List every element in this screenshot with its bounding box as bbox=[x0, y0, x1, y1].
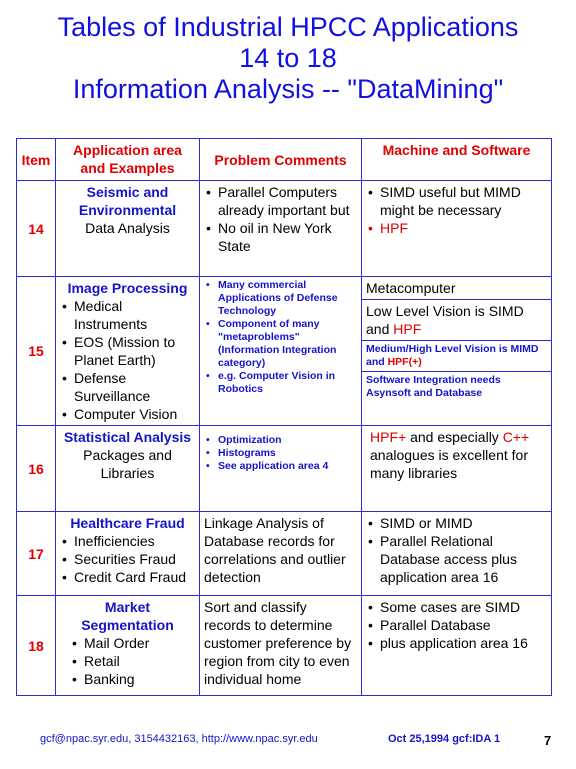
area-title: Seismic and Environmental bbox=[78, 184, 177, 218]
problem-bullet: • Parallel Computers already important but bbox=[204, 183, 357, 219]
header-problem: Problem Comments bbox=[200, 139, 362, 181]
machine-bullet: • Some cases are SIMD bbox=[366, 598, 547, 616]
machine-hpf: HPF bbox=[393, 321, 422, 337]
area-example: • Credit Card Fraud bbox=[60, 568, 195, 586]
row-machine bbox=[362, 596, 552, 696]
area-example: • Mail Order bbox=[70, 634, 195, 652]
area-subtitle: Data Analysis bbox=[85, 220, 170, 236]
area-example: • Banking bbox=[70, 670, 195, 688]
machine-software-integration: Software Integration needs Asynsoft and Database bbox=[366, 374, 501, 399]
area-title: Healthcare Fraud bbox=[70, 515, 185, 531]
machine-medium-vision bbox=[362, 341, 551, 372]
machine-bullet: • SIMD or MIMD bbox=[366, 514, 547, 532]
area-subtitle: Packages and Libraries bbox=[83, 447, 172, 481]
row-area bbox=[56, 512, 200, 596]
machine-text: Medium/High Level Vision is MIMD and bbox=[366, 343, 539, 368]
machine-text: Low Level Vision is SIMD and bbox=[366, 303, 524, 337]
row-area bbox=[56, 277, 200, 426]
problem-bullet: • e.g. Computer Vision in Robotics bbox=[204, 370, 357, 396]
title-line-2: 14 to 18 bbox=[239, 43, 337, 73]
area-example: • Securities Fraud bbox=[60, 550, 195, 568]
row-problem bbox=[200, 426, 362, 512]
row-item-number: 15 bbox=[17, 277, 56, 426]
area-example: • Retail bbox=[70, 652, 195, 670]
machine-bullet: • Parallel Database bbox=[366, 616, 547, 634]
table-row bbox=[17, 596, 552, 696]
page-number: 7 bbox=[544, 733, 552, 748]
area-example: • Medical Instruments bbox=[60, 297, 195, 333]
header-area: Application area and Examples bbox=[56, 139, 200, 181]
row-area bbox=[56, 596, 200, 696]
table-row bbox=[17, 512, 552, 596]
machine-hpf-plus: HPF(+) bbox=[387, 356, 422, 368]
problem-bullet: • No oil in New York State bbox=[204, 219, 357, 255]
problem-bullet: • See application area 4 bbox=[204, 460, 357, 473]
row-machine bbox=[362, 512, 552, 596]
footer-contact: gcf@npac.syr.edu, 3154432163, http://www.npac.syr.edu bbox=[40, 733, 318, 745]
area-example: • Defense Surveillance bbox=[60, 369, 195, 405]
row-item-number: 17 bbox=[17, 512, 56, 596]
row-problem: Linkage Analysis of Database records for correlations and outlier detection bbox=[200, 512, 362, 596]
title-line-3: Information Analysis -- "DataMining" bbox=[72, 74, 504, 104]
title-line-1: Tables of Industrial HPCC Applications bbox=[57, 12, 519, 42]
area-example: • EOS (Mission to Planet Earth) bbox=[60, 333, 195, 369]
machine-low-level-vision bbox=[362, 300, 551, 341]
header-item: Item bbox=[17, 139, 56, 181]
table-row bbox=[17, 277, 552, 426]
table-header-row bbox=[17, 139, 552, 181]
problem-bullet: • Component of many "metaproblems" (Information Integration category) bbox=[204, 318, 357, 370]
machine-hpf-plus: HPF+ bbox=[370, 429, 407, 445]
row-problem bbox=[200, 277, 362, 426]
row-item-number: 14 bbox=[17, 181, 56, 277]
row-area bbox=[56, 426, 200, 512]
table-row bbox=[17, 181, 552, 277]
machine-bullet: • plus application area 16 bbox=[366, 634, 547, 652]
row-machine bbox=[362, 277, 552, 426]
row-machine bbox=[362, 181, 552, 277]
row-item-number: 18 bbox=[17, 596, 56, 696]
area-title: Statistical Analysis bbox=[63, 429, 192, 445]
machine-metacomputer: Metacomputer bbox=[362, 277, 551, 300]
page-title bbox=[0, 12, 576, 105]
area-example: • Computer Vision bbox=[60, 405, 195, 423]
table-row bbox=[17, 426, 552, 512]
row-item-number: 16 bbox=[17, 426, 56, 512]
problem-bullet: • Many commercial Applications of Defense Technology bbox=[204, 279, 357, 318]
problem-bullet: • Optimization bbox=[204, 434, 357, 447]
machine-bullet: • Parallel Relational Database access plus application area 16 bbox=[366, 532, 547, 586]
machine-text: analogues is excellent for many libraries bbox=[370, 447, 528, 481]
row-area bbox=[56, 181, 200, 277]
applications-table bbox=[16, 138, 552, 696]
footer-date: Oct 25,1994 gcf:IDA 1 bbox=[388, 733, 501, 745]
header-machine: Machine and Software bbox=[362, 139, 552, 181]
machine-cpp: C++ bbox=[502, 429, 530, 445]
machine-bullet: • HPF bbox=[366, 219, 547, 237]
area-title: Image Processing bbox=[67, 280, 188, 296]
row-problem bbox=[200, 181, 362, 277]
machine-bullet: • SIMD useful but MIMD might be necessary bbox=[366, 183, 547, 219]
problem-bullet: • Histograms bbox=[204, 447, 357, 460]
machine-text: and especially bbox=[406, 429, 503, 445]
area-example: • Inefficiencies bbox=[60, 532, 195, 550]
row-problem: Sort and classify records to determine customer preference by region from city to even individual home bbox=[200, 596, 362, 696]
row-machine bbox=[362, 426, 552, 512]
area-title: Market Segmentation bbox=[81, 599, 174, 633]
